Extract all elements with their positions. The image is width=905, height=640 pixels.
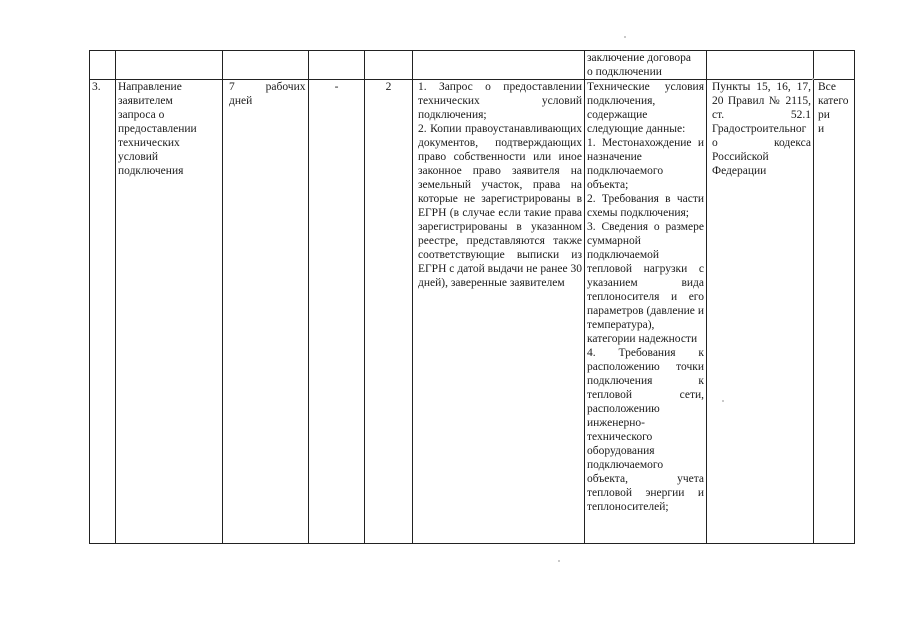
col5-text: 2	[385, 81, 392, 93]
row-number: 3.	[92, 81, 101, 93]
table-cell	[90, 51, 116, 80]
table-cell-col5	[365, 80, 413, 544]
services-table	[89, 50, 855, 544]
table-cell	[365, 51, 413, 80]
table-row-previous	[90, 51, 855, 80]
table-cell	[707, 51, 814, 80]
table-row-3	[90, 80, 855, 544]
col4-text: -	[334, 81, 339, 93]
documents-text: 1. Запрос о предоставлении технических условий подключения; 2. Копии правоустанавливающих документов, подтверждающих право собственности или иное законное право заявителя на земельный участок, права на которые не зарегистрированы в ЕГРН (в случае если такие права зарегистрированы в указанном реестре, представляются также соответствующие выписки из ЕГРН с датой выдачи не ранее 30 дней), заверенные заявителем	[418, 81, 582, 289]
category-text: Все категори и	[818, 81, 849, 135]
table-cell	[116, 51, 223, 80]
procedure-text: Направление заявителем запроса о предоставлении технических условий подключения	[118, 81, 197, 177]
legal-basis-text: Пункты 15, 16, 17, 20 Правил № 2115, ст. 52.1 Градостроительного кодекса Российской Федерации	[712, 81, 811, 177]
table-cell	[413, 51, 585, 80]
table-cell-col4	[309, 80, 365, 544]
table-cell	[814, 51, 855, 80]
result-text: Технические условия подключения, содержащие следующие данные: 1. Местонахождение и назначение подключаемого объекта; 2. Требования в части схемы подключения; 3. Сведения о размере суммарной подключаемой тепловой нагрузки с указанием вида теплоносителя и его параметров (давление и температура), категории надежности 4. Требования к расположению точки подключения к тепловой сети, расположению инженерно-технического оборудования подключаемого объекта, учета тепловой энергии и теплоносителей;	[587, 81, 704, 513]
scan-speck	[722, 400, 724, 402]
table-cell-conclusion	[585, 51, 707, 80]
scan-speck	[812, 78, 814, 80]
table-cell	[309, 51, 365, 80]
table-cell-category	[814, 80, 855, 544]
table-cell-result	[585, 80, 707, 544]
table-cell	[223, 51, 309, 80]
table-cell-documents	[413, 80, 585, 544]
scan-speck	[558, 560, 560, 562]
term-text: 7 рабочих дней	[229, 81, 306, 107]
table-cell-legal-basis	[707, 80, 814, 544]
table-cell-procedure	[116, 80, 223, 544]
table-cell-number	[90, 80, 116, 544]
scan-speck	[624, 36, 626, 38]
conclusion-text: заключение договора о подключении	[587, 52, 692, 78]
table-cell-term	[223, 80, 309, 544]
